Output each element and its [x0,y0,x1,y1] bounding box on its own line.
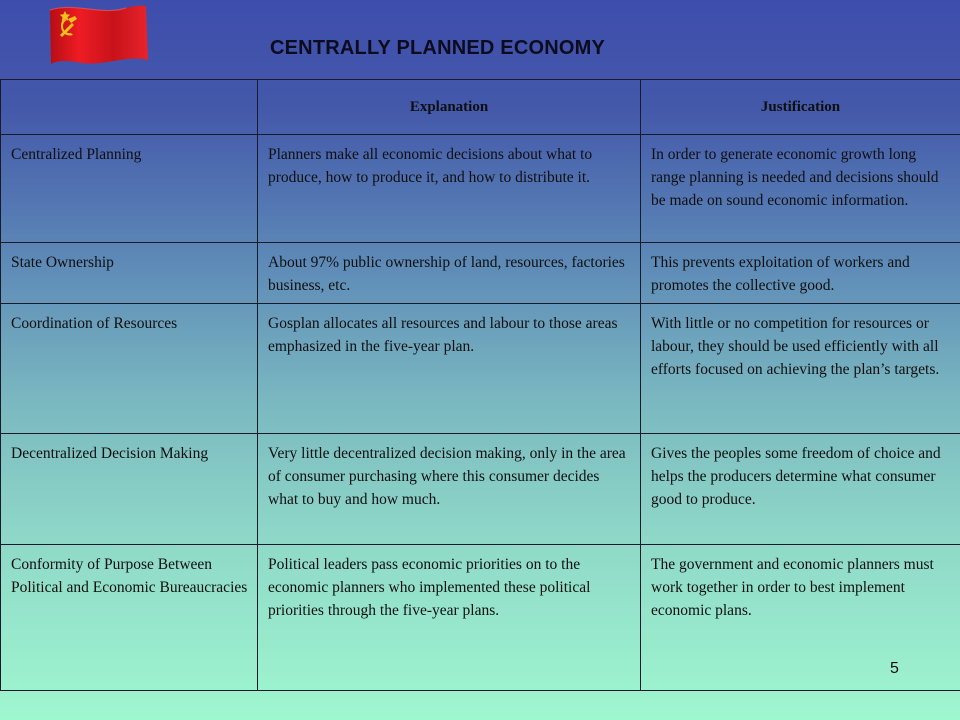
row-justification: The government and economic planners must work together in order to best implement economic plans. [641,545,960,691]
table-row [1,545,960,691]
page-title: CENTRALLY PLANNED ECONOMY [270,37,606,59]
row-explanation: Gosplan allocates all resources and labour to those areas emphasized in the five-year plan. [258,304,641,434]
row-explanation: Planners make all economic decisions about what to produce, how to produce it, and how to distribute it. [258,135,641,243]
row-topic: Centralized Planning [1,135,258,243]
soviet-flag-icon [46,2,150,68]
row-justification: In order to generate economic growth long range planning is needed and decisions should be made on sound economic information. [641,135,960,243]
economy-table [0,79,960,691]
table-row [1,135,960,243]
header-justification: Justification [641,80,960,135]
header-empty-cell [1,80,258,135]
row-justification: Gives the peoples some freedom of choice and helps the producers determine what consumer good to produce. [641,434,960,545]
row-justification: With little or no competition for resources or labour, they should be used efficiently with all efforts focused on achieving the plan’s targets. [641,304,960,434]
row-topic: State Ownership [1,243,258,304]
row-topic: Coordination of Resources [1,304,258,434]
row-topic: Decentralized Decision Making [1,434,258,545]
slide-number: 5 [890,660,899,677]
table-row [1,304,960,434]
row-explanation: About 97% public ownership of land, resources, factories business, etc. [258,243,641,304]
row-explanation: Political leaders pass economic priorities on to the economic planners who implemented these political priorities through the five-year plans. [258,545,641,691]
table-row [1,243,960,304]
row-justification: This prevents exploitation of workers and promotes the collective good. [641,243,960,304]
table-header-row [1,80,960,135]
header-explanation: Explanation [258,80,641,135]
row-explanation: Very little decentralized decision making, only in the area of consumer purchasing where this consumer decides what to buy and how much. [258,434,641,545]
table-row [1,434,960,545]
row-topic: Conformity of Purpose Between Political and Economic Bureaucracies [1,545,258,691]
